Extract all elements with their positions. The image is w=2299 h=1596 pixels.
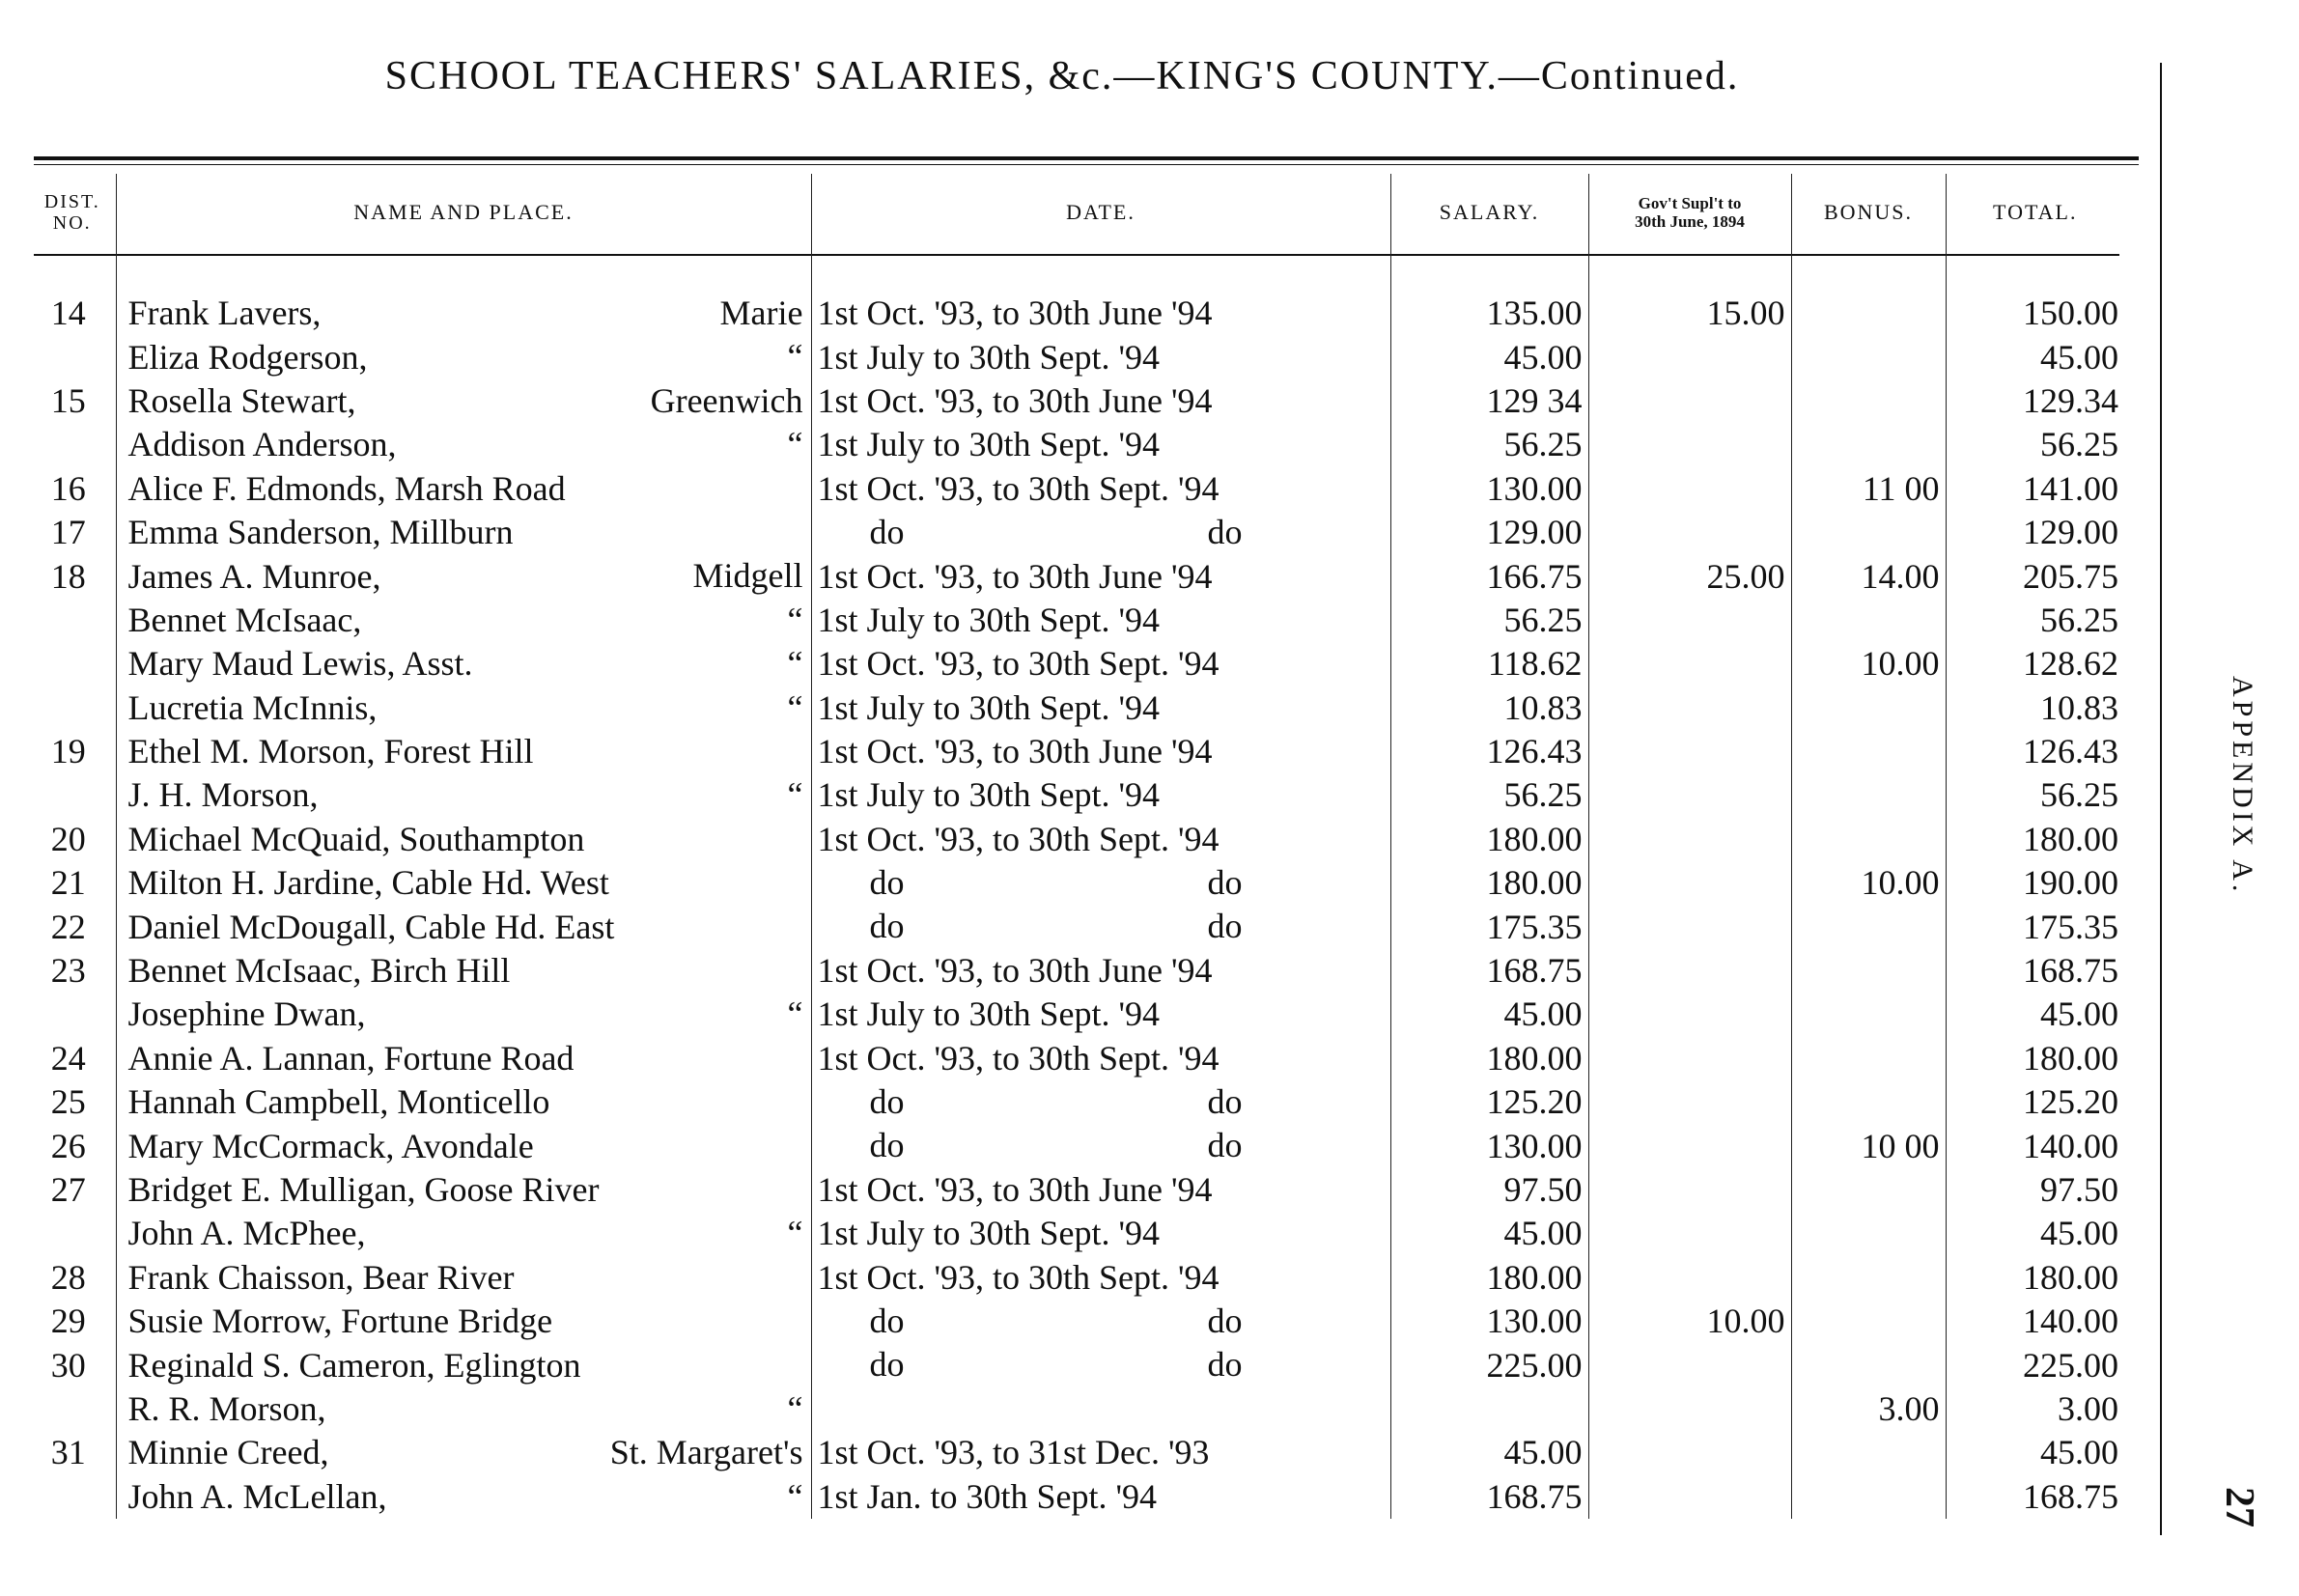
date-ditto-end: do [1207, 907, 1243, 946]
dist-number: 21 [50, 863, 86, 903]
bonus-value [1791, 730, 1946, 773]
total-value: 3.00 [1946, 1387, 2124, 1431]
total-value: 56.25 [1946, 773, 2124, 817]
bonus-value [1791, 423, 1946, 466]
dist-number: 20 [50, 819, 86, 858]
table-row [29, 335, 2124, 378]
gov-supplement-value [1588, 818, 1791, 861]
total-value: 225.00 [1946, 1343, 2124, 1386]
teacher-name: Hannah Campbell, Monticello [127, 1082, 550, 1122]
table-row [29, 1124, 2124, 1167]
table-row [29, 511, 2124, 554]
table-row [29, 379, 2124, 423]
total-value: 129.00 [1946, 511, 2124, 554]
header-salary: SALARY. [1390, 174, 1588, 251]
salary-value: 125.20 [1390, 1080, 1588, 1124]
date-ditto-start: do [869, 512, 905, 551]
teacher-name: John A. McLellan, [127, 1476, 387, 1516]
header-gov [1588, 174, 1791, 251]
dist-number: 18 [50, 556, 86, 596]
total-value: 45.00 [1946, 335, 2124, 378]
salary-value: 225.00 [1390, 1343, 1588, 1386]
table-row [29, 773, 2124, 817]
date-range: 1st Oct. '93, to 30th June '94 [811, 379, 1390, 423]
salary-value: 175.35 [1390, 905, 1588, 948]
bonus-value: 10 00 [1791, 1124, 1946, 1167]
gov-supplement-value [1588, 905, 1791, 948]
gov-supplement-value [1588, 1124, 1791, 1167]
gov-supplement-value [1588, 1343, 1791, 1386]
date-ditto-start: do [869, 1345, 905, 1385]
salary-value: 45.00 [1390, 335, 1588, 378]
salary-value: 56.25 [1390, 423, 1588, 466]
bonus-value [1791, 1431, 1946, 1474]
date-ditto-end: do [1207, 1082, 1243, 1122]
date-range: 1st July to 30th Sept. '94 [811, 773, 1390, 817]
dist-number: 24 [50, 1038, 86, 1078]
table-row [29, 1431, 2124, 1474]
date-ditto-end: do [1207, 1345, 1243, 1385]
date-range: 1st July to 30th Sept. '94 [811, 686, 1390, 730]
teacher-name: R. R. Morson, [127, 1388, 326, 1428]
header-gov-line1: Gov't Supl't to [1638, 194, 1742, 212]
gov-supplement-value [1588, 379, 1791, 423]
table-row [29, 1387, 2124, 1431]
date-range: 1st Oct. '93, to 30th Sept. '94 [811, 1256, 1390, 1300]
bonus-value [1791, 599, 1946, 642]
appendix-label: APPENDIX A. [2227, 676, 2258, 896]
place-name: “ [787, 687, 803, 727]
spacer-row [29, 251, 2124, 292]
salary-value: 45.00 [1390, 1431, 1588, 1474]
bonus-value [1791, 773, 1946, 817]
total-value: 150.00 [1946, 292, 2124, 335]
total-value: 140.00 [1946, 1124, 2124, 1167]
salary-value: 180.00 [1390, 818, 1588, 861]
date-ditto-end: do [1207, 1301, 1243, 1340]
header-total: TOTAL. [1946, 174, 2124, 251]
place-name: “ [787, 1476, 803, 1516]
bonus-value [1791, 335, 1946, 378]
total-value: 205.75 [1946, 554, 2124, 598]
place-name: Midgell [692, 556, 803, 596]
gov-supplement-value [1588, 335, 1791, 378]
total-value: 45.00 [1946, 1212, 2124, 1255]
table-row [29, 1256, 2124, 1300]
total-value: 140.00 [1946, 1300, 2124, 1343]
bonus-value [1791, 292, 1946, 335]
teacher-name: Addison Anderson, [127, 425, 397, 464]
teacher-name: James A. Munroe, [127, 556, 381, 596]
total-value: 129.34 [1946, 379, 2124, 423]
header-row [29, 174, 2124, 251]
dist-number: 26 [50, 1126, 86, 1165]
date-range: 1st Oct. '93, to 31st Dec. '93 [811, 1431, 1390, 1474]
date-ditto-start: do [869, 1301, 905, 1340]
bonus-value [1791, 1475, 1946, 1519]
table-row [29, 599, 2124, 642]
dist-number [29, 423, 116, 466]
date-ditto-start: do [869, 1126, 905, 1165]
total-value: 97.50 [1946, 1168, 2124, 1212]
gov-supplement-value [1588, 730, 1791, 773]
dist-number [29, 993, 116, 1036]
gov-supplement-value [1588, 1256, 1791, 1300]
teacher-name: Ethel M. Morson, Forest Hill [127, 732, 534, 771]
teacher-name: Eliza Rodgerson, [127, 337, 368, 377]
place-name: “ [787, 994, 803, 1034]
dist-number [29, 599, 116, 642]
salary-value: 10.83 [1390, 686, 1588, 730]
dist-number: 25 [50, 1082, 86, 1122]
salary-value: 166.75 [1390, 554, 1588, 598]
total-value: 190.00 [1946, 861, 2124, 905]
salary-value: 45.00 [1390, 993, 1588, 1036]
teacher-name: Susie Morrow, Fortune Bridge [127, 1302, 553, 1341]
date-range: 1st July to 30th Sept. '94 [811, 335, 1390, 378]
dist-number: 27 [50, 1170, 86, 1209]
salary-value: 168.75 [1390, 1475, 1588, 1519]
total-value: 168.75 [1946, 949, 2124, 993]
dist-number [29, 773, 116, 817]
dist-number [29, 686, 116, 730]
header-dist [29, 174, 116, 251]
top-rule [34, 156, 2139, 160]
bonus-value: 3.00 [1791, 1387, 1946, 1431]
salary-value: 180.00 [1390, 1037, 1588, 1080]
total-value: 45.00 [1946, 1431, 2124, 1474]
salary-value: 168.75 [1390, 949, 1588, 993]
bonus-value [1791, 1212, 1946, 1255]
bonus-value [1791, 1037, 1946, 1080]
bonus-value [1791, 993, 1946, 1036]
header-gov-line2: 30th June, 1894 [1635, 212, 1745, 231]
dist-number: 16 [50, 468, 86, 508]
date-range: 1st Oct. '93, to 30th Sept. '94 [811, 467, 1390, 511]
gov-supplement-value [1588, 511, 1791, 554]
gov-supplement-value [1588, 773, 1791, 817]
salary-value: 45.00 [1390, 1212, 1588, 1255]
gov-supplement-value [1588, 1168, 1791, 1212]
date-ditto-start: do [869, 863, 905, 903]
teacher-name: Bennet McIsaac, Birch Hill [127, 951, 511, 991]
dist-number: 19 [50, 732, 86, 771]
place-name: Marie [719, 294, 803, 332]
table-row [29, 1037, 2124, 1080]
gov-supplement-value [1588, 423, 1791, 466]
table-row [29, 1168, 2124, 1212]
teacher-name: Reginald S. Cameron, Eglington [127, 1345, 581, 1385]
date-range: 1st Oct. '93, to 30th June '94 [811, 949, 1390, 993]
bonus-value [1791, 1168, 1946, 1212]
dist-number: 23 [50, 951, 86, 991]
bonus-value [1791, 949, 1946, 993]
date-range: 1st Jan. to 30th Sept. '94 [811, 1475, 1390, 1519]
dist-number: 14 [50, 294, 86, 333]
total-value: 175.35 [1946, 905, 2124, 948]
teacher-name: Minnie Creed, [127, 1433, 329, 1472]
table-row [29, 993, 2124, 1036]
teacher-name: Milton H. Jardine, Cable Hd. West [127, 863, 609, 903]
dist-number: 15 [50, 380, 86, 420]
date-ditto-start: do [869, 1082, 905, 1122]
dist-number [29, 1387, 116, 1431]
table-row [29, 1300, 2124, 1343]
salary-value: 126.43 [1390, 730, 1588, 773]
teacher-name: Daniel McDougall, Cable Hd. East [127, 907, 615, 946]
gov-supplement-value [1588, 949, 1791, 993]
place-name: “ [787, 425, 803, 464]
dist-number: 30 [50, 1345, 86, 1385]
table-row [29, 1343, 2124, 1386]
gov-supplement-value [1588, 599, 1791, 642]
teacher-name: Bennet McIsaac, [127, 600, 362, 639]
total-value: 10.83 [1946, 686, 2124, 730]
teacher-name: J. H. Morson, [127, 775, 319, 815]
teacher-name: Mary Maud Lewis, Asst. [127, 644, 473, 684]
table-row [29, 423, 2124, 466]
page-number: 27 [2217, 1487, 2261, 1527]
margin-rule [2160, 63, 2162, 1535]
table-row [29, 1212, 2124, 1255]
place-name: “ [787, 1388, 803, 1428]
table-row [29, 686, 2124, 730]
teacher-name: Alice F. Edmonds, Marsh Road [127, 468, 566, 508]
gov-supplement-value [1588, 642, 1791, 686]
bonus-value: 11 00 [1791, 467, 1946, 511]
dist-number [29, 1212, 116, 1255]
date-range: 1st Oct. '93, to 30th June '94 [811, 730, 1390, 773]
gov-supplement-value [1588, 1431, 1791, 1474]
salary-value: 135.00 [1390, 292, 1588, 335]
salary-value: 180.00 [1390, 1256, 1588, 1300]
bonus-value [1791, 818, 1946, 861]
teacher-name: Emma Sanderson, Millburn [127, 513, 514, 552]
bonus-value [1791, 1300, 1946, 1343]
date-ditto-start: do [869, 907, 905, 946]
header-bonus: BONUS. [1791, 174, 1946, 251]
place-name: Greenwich [650, 380, 803, 420]
salaries-table [29, 174, 2124, 1519]
table-row [29, 949, 2124, 993]
total-value: 180.00 [1946, 818, 2124, 861]
bonus-value [1791, 1256, 1946, 1300]
dist-number [29, 642, 116, 686]
bonus-value [1791, 905, 1946, 948]
bonus-value [1791, 511, 1946, 554]
dist-number: 31 [50, 1433, 86, 1472]
salary-value: 129.00 [1390, 511, 1588, 554]
date-ditto-end: do [1207, 1126, 1243, 1165]
bonus-value [1791, 1343, 1946, 1386]
gov-supplement-value [1588, 1080, 1791, 1124]
salary-value: 130.00 [1390, 1124, 1588, 1167]
gov-supplement-value [1588, 1037, 1791, 1080]
date-range: 1st Oct. '93, to 30th June '94 [811, 1168, 1390, 1212]
gov-supplement-value: 10.00 [1588, 1300, 1791, 1343]
date-range: 1st Oct. '93, to 30th June '94 [811, 554, 1390, 598]
teacher-name: Rosella Stewart, [127, 380, 356, 420]
salary-value [1390, 1387, 1588, 1431]
salary-value: 180.00 [1390, 861, 1588, 905]
table-row [29, 1475, 2124, 1519]
teacher-name: Bridget E. Mulligan, Goose River [127, 1170, 600, 1209]
teacher-name: John A. McPhee, [127, 1214, 366, 1253]
salary-value: 118.62 [1390, 642, 1588, 686]
top-rule-thin [34, 164, 2139, 165]
gov-supplement-value [1588, 861, 1791, 905]
header-date: DATE. [811, 174, 1390, 251]
salary-value: 56.25 [1390, 773, 1588, 817]
place-name: St. Margaret's [609, 1433, 803, 1472]
table-row [29, 554, 2124, 598]
table-row [29, 861, 2124, 905]
header-name: NAME AND PLACE. [116, 174, 811, 251]
dist-number [29, 335, 116, 378]
bonus-value: 14.00 [1791, 554, 1946, 598]
table-row [29, 1080, 2124, 1124]
gov-supplement-value [1588, 993, 1791, 1036]
teacher-name: Annie A. Lannan, Fortune Road [127, 1038, 575, 1078]
table-row [29, 818, 2124, 861]
dist-number [29, 1475, 116, 1519]
gov-supplement-value: 25.00 [1588, 554, 1791, 598]
dist-number: 28 [50, 1257, 86, 1297]
date-range [811, 1387, 1390, 1431]
total-value: 45.00 [1946, 993, 2124, 1036]
place-name: “ [787, 1214, 803, 1253]
table-row [29, 467, 2124, 511]
gov-supplement-value [1588, 1475, 1791, 1519]
date-range: 1st Oct. '93, to 30th June '94 [811, 292, 1390, 335]
total-value: 128.62 [1946, 642, 2124, 686]
date-range: 1st July to 30th Sept. '94 [811, 423, 1390, 466]
teacher-name: Josephine Dwan, [127, 994, 366, 1034]
total-value: 56.25 [1946, 599, 2124, 642]
date-range: 1st Oct. '93, to 30th Sept. '94 [811, 818, 1390, 861]
total-value: 125.20 [1946, 1080, 2124, 1124]
bonus-value: 10.00 [1791, 642, 1946, 686]
salary-value: 130.00 [1390, 467, 1588, 511]
date-range: 1st Oct. '93, to 30th Sept. '94 [811, 642, 1390, 686]
total-value: 141.00 [1946, 467, 2124, 511]
gov-supplement-value [1588, 1212, 1791, 1255]
gov-supplement-value [1588, 467, 1791, 511]
place-name: “ [787, 775, 803, 815]
teacher-name: Mary McCormack, Avondale [127, 1126, 534, 1165]
header-dist-line2: NO. [52, 212, 92, 234]
page-title: SCHOOL TEACHERS' SALARIES, &c.—KING'S COUNTY.—Continued. [384, 54, 1740, 98]
total-value: 180.00 [1946, 1037, 2124, 1080]
teacher-name: Frank Chaisson, Bear River [127, 1257, 515, 1297]
table-row [29, 905, 2124, 948]
dist-number: 22 [50, 907, 86, 946]
total-value: 180.00 [1946, 1256, 2124, 1300]
header-dist-line1: DIST. [43, 191, 100, 212]
teacher-name: Michael McQuaid, Southampton [127, 819, 585, 858]
date-range: 1st July to 30th Sept. '94 [811, 993, 1390, 1036]
bonus-value [1791, 1080, 1946, 1124]
date-range: 1st Oct. '93, to 30th Sept. '94 [811, 1037, 1390, 1080]
place-name: “ [787, 600, 803, 639]
date-ditto-end: do [1207, 863, 1243, 903]
total-value: 56.25 [1946, 423, 2124, 466]
date-ditto-end: do [1207, 512, 1243, 551]
teacher-name: Frank Lavers, [127, 294, 322, 333]
salary-value: 97.50 [1390, 1168, 1588, 1212]
place-name: “ [787, 644, 803, 684]
total-value: 126.43 [1946, 730, 2124, 773]
salary-value: 129 34 [1390, 379, 1588, 423]
salary-value: 56.25 [1390, 599, 1588, 642]
table-row [29, 642, 2124, 686]
place-name: “ [787, 337, 803, 377]
total-value: 168.75 [1946, 1475, 2124, 1519]
bonus-value [1791, 686, 1946, 730]
date-range: 1st July to 30th Sept. '94 [811, 599, 1390, 642]
date-range: 1st July to 30th Sept. '94 [811, 1212, 1390, 1255]
teacher-name: Lucretia McInnis, [127, 687, 378, 727]
gov-supplement-value [1588, 1387, 1791, 1431]
dist-number: 17 [50, 513, 86, 552]
bonus-value: 10.00 [1791, 861, 1946, 905]
table-row [29, 730, 2124, 773]
gov-supplement-value [1588, 686, 1791, 730]
dist-number: 29 [50, 1302, 86, 1341]
salary-value: 130.00 [1390, 1300, 1588, 1343]
bonus-value [1791, 379, 1946, 423]
gov-supplement-value: 15.00 [1588, 292, 1791, 335]
table-row [29, 292, 2124, 335]
